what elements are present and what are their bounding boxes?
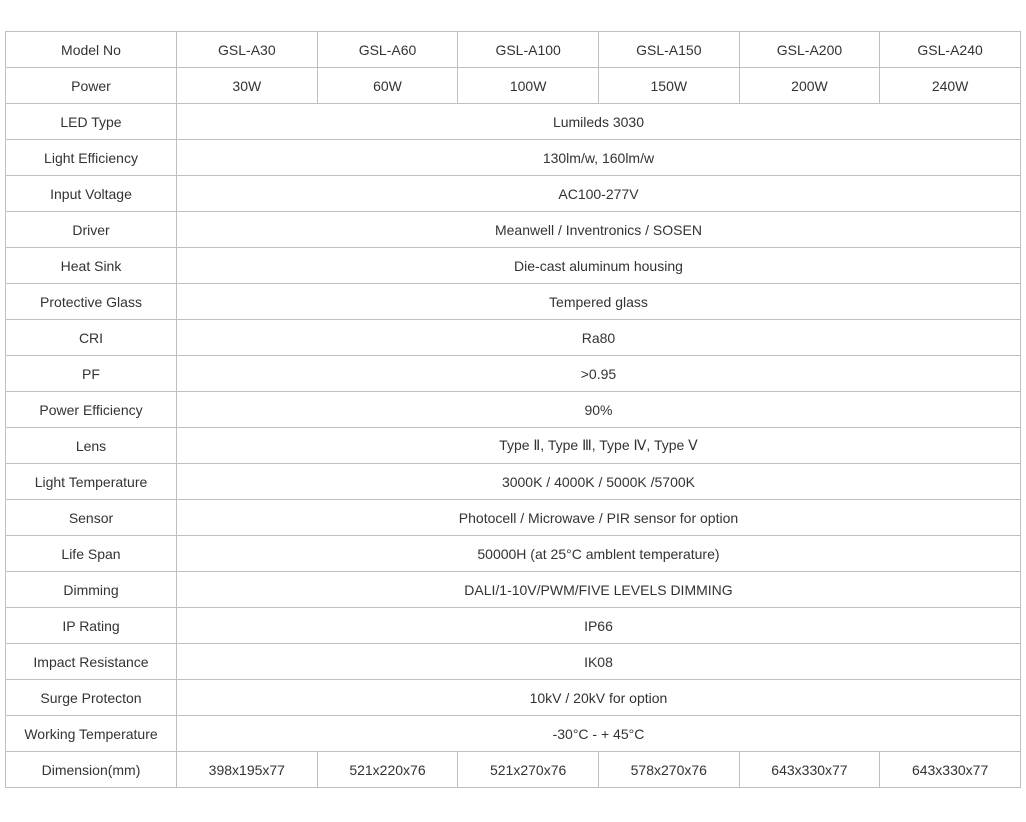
row-value: Ra80 bbox=[177, 320, 1021, 356]
dimension-cell: 643x330x77 bbox=[739, 752, 880, 788]
row-value: Tempered glass bbox=[177, 284, 1021, 320]
model-cell: GSL-A240 bbox=[880, 32, 1021, 68]
spec-table bbox=[5, 31, 1021, 788]
row-value: 10kV / 20kV for option bbox=[177, 680, 1021, 716]
row-value: >0.95 bbox=[177, 356, 1021, 392]
row-label: CRI bbox=[6, 320, 177, 356]
row-value: 50000H (at 25°C amblent temperature) bbox=[177, 536, 1021, 572]
dimension-cell: 578x270x76 bbox=[598, 752, 739, 788]
row-label: LED Type bbox=[6, 104, 177, 140]
row-value: Die-cast aluminum housing bbox=[177, 248, 1021, 284]
table-row bbox=[6, 464, 1021, 500]
power-cell: 60W bbox=[317, 68, 458, 104]
power-cell: 200W bbox=[739, 68, 880, 104]
table-row-dimension bbox=[6, 752, 1021, 788]
row-label: Impact Resistance bbox=[6, 644, 177, 680]
power-cell: 150W bbox=[598, 68, 739, 104]
row-label: Lens bbox=[6, 428, 177, 464]
row-label: Power Efficiency bbox=[6, 392, 177, 428]
table-row bbox=[6, 176, 1021, 212]
model-cell: GSL-A150 bbox=[598, 32, 739, 68]
table-row bbox=[6, 248, 1021, 284]
model-cell: GSL-A100 bbox=[458, 32, 599, 68]
table-row bbox=[6, 104, 1021, 140]
row-value: -30°C - + 45°C bbox=[177, 716, 1021, 752]
model-cell: GSL-A60 bbox=[317, 32, 458, 68]
row-label: PF bbox=[6, 356, 177, 392]
row-value: Lumileds 3030 bbox=[177, 104, 1021, 140]
table-row-power bbox=[6, 68, 1021, 104]
row-label: Light Efficiency bbox=[6, 140, 177, 176]
row-value: AC100-277V bbox=[177, 176, 1021, 212]
table-row bbox=[6, 212, 1021, 248]
row-label: Life Span bbox=[6, 536, 177, 572]
model-cell: GSL-A200 bbox=[739, 32, 880, 68]
row-label: Input Voltage bbox=[6, 176, 177, 212]
row-value: 90% bbox=[177, 392, 1021, 428]
row-label: Sensor bbox=[6, 500, 177, 536]
row-label: IP Rating bbox=[6, 608, 177, 644]
table-row bbox=[6, 356, 1021, 392]
table-row bbox=[6, 320, 1021, 356]
power-cell: 100W bbox=[458, 68, 599, 104]
power-cell: 240W bbox=[880, 68, 1021, 104]
row-value: Type Ⅱ, Type Ⅲ, Type Ⅳ, Type Ⅴ bbox=[177, 428, 1021, 464]
table-row bbox=[6, 284, 1021, 320]
row-label: Dimming bbox=[6, 572, 177, 608]
dimension-cell: 521x270x76 bbox=[458, 752, 599, 788]
table-row bbox=[6, 500, 1021, 536]
row-value: 130lm/w, 160lm/w bbox=[177, 140, 1021, 176]
row-label: Driver bbox=[6, 212, 177, 248]
row-label: Light Temperature bbox=[6, 464, 177, 500]
dimension-cell: 398x195x77 bbox=[177, 752, 318, 788]
table-row bbox=[6, 608, 1021, 644]
table-row bbox=[6, 572, 1021, 608]
row-label: Heat Sink bbox=[6, 248, 177, 284]
model-cell: GSL-A30 bbox=[177, 32, 318, 68]
row-label: Dimension(mm) bbox=[6, 752, 177, 788]
table-row bbox=[6, 428, 1021, 464]
row-value: Photocell / Microwave / PIR sensor for option bbox=[177, 500, 1021, 536]
row-value: DALI/1-10V/PWM/FIVE LEVELS DIMMING bbox=[177, 572, 1021, 608]
table-row bbox=[6, 716, 1021, 752]
row-label: Model No bbox=[6, 32, 177, 68]
dimension-cell: 521x220x76 bbox=[317, 752, 458, 788]
table-row bbox=[6, 140, 1021, 176]
table-row bbox=[6, 536, 1021, 572]
row-label: Power bbox=[6, 68, 177, 104]
row-label: Working Temperature bbox=[6, 716, 177, 752]
row-value: Meanwell / Inventronics / SOSEN bbox=[177, 212, 1021, 248]
dimension-cell: 643x330x77 bbox=[880, 752, 1021, 788]
power-cell: 30W bbox=[177, 68, 318, 104]
table-row-model bbox=[6, 32, 1021, 68]
row-value: 3000K / 4000K / 5000K /5700K bbox=[177, 464, 1021, 500]
row-label: Protective Glass bbox=[6, 284, 177, 320]
table-row bbox=[6, 392, 1021, 428]
row-value: IP66 bbox=[177, 608, 1021, 644]
table-row bbox=[6, 644, 1021, 680]
row-value: IK08 bbox=[177, 644, 1021, 680]
row-label: Surge Protecton bbox=[6, 680, 177, 716]
table-row bbox=[6, 680, 1021, 716]
